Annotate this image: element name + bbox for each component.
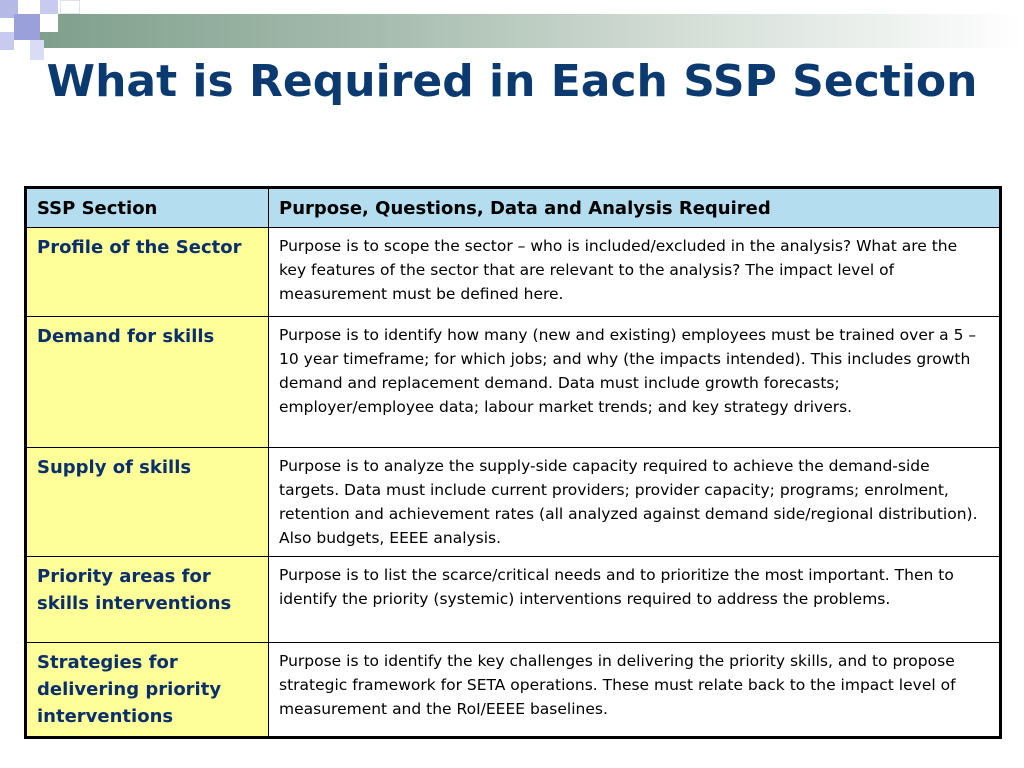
decor-square (14, 14, 40, 40)
header-band (40, 14, 1024, 48)
decor-square (40, 14, 58, 32)
table-row (26, 228, 1001, 317)
section-name: Strategies for delivering priority interventions (26, 643, 269, 738)
table-row (26, 643, 1001, 738)
section-name: Profile of the Sector (26, 228, 269, 317)
section-name: Supply of skills (26, 448, 269, 557)
table-row (26, 557, 1001, 643)
table-row (26, 448, 1001, 557)
decor-square (60, 0, 80, 14)
ssp-table (24, 186, 1002, 739)
section-description: Purpose is to analyze the supply-side capacity required to achieve the demand-side targets. Data must include current providers; provider capacity; programs; enrolment, retention and achievement rates (all analyzed against demand side/regional distribution). Also budgets, EEEE analysis. (269, 448, 1001, 557)
section-description: Purpose is to identify the key challenges in delivering the priority skills, and to propose strategic framework for SETA operations. These must relate back to the impact level of measurement and the RoI/EEEE baselines. (269, 643, 1001, 738)
section-name: Priority areas for skills interventions (26, 557, 269, 643)
header-ssp-section: SSP Section (26, 188, 269, 228)
table-row (26, 317, 1001, 448)
decor-square (40, 0, 58, 14)
section-name: Demand for skills (26, 317, 269, 448)
decor-square (0, 32, 14, 50)
section-description: Purpose is to list the scarce/critical needs and to prioritize the most important. Then to identify the priority (systemic) interventions required to address the problems. (269, 557, 1001, 643)
section-description: Purpose is to scope the sector – who is included/excluded in the analysis? What are the key features of the sector that are relevant to the analysis? The impact level of measurement must be defined here. (269, 228, 1001, 317)
header-purpose: Purpose, Questions, Data and Analysis Required (269, 188, 1001, 228)
section-description: Purpose is to identify how many (new and existing) employees must be trained over a 5 – 10 year timeframe; for which jobs; and why (the impacts intended). This includes growth demand and replacement demand. Data must include growth forecasts; employer/employee data; labour market trends; and key strategy drivers. (269, 317, 1001, 448)
table-header-row (26, 188, 1001, 228)
slide-title: What is Required in Each SSP Section (46, 56, 978, 107)
